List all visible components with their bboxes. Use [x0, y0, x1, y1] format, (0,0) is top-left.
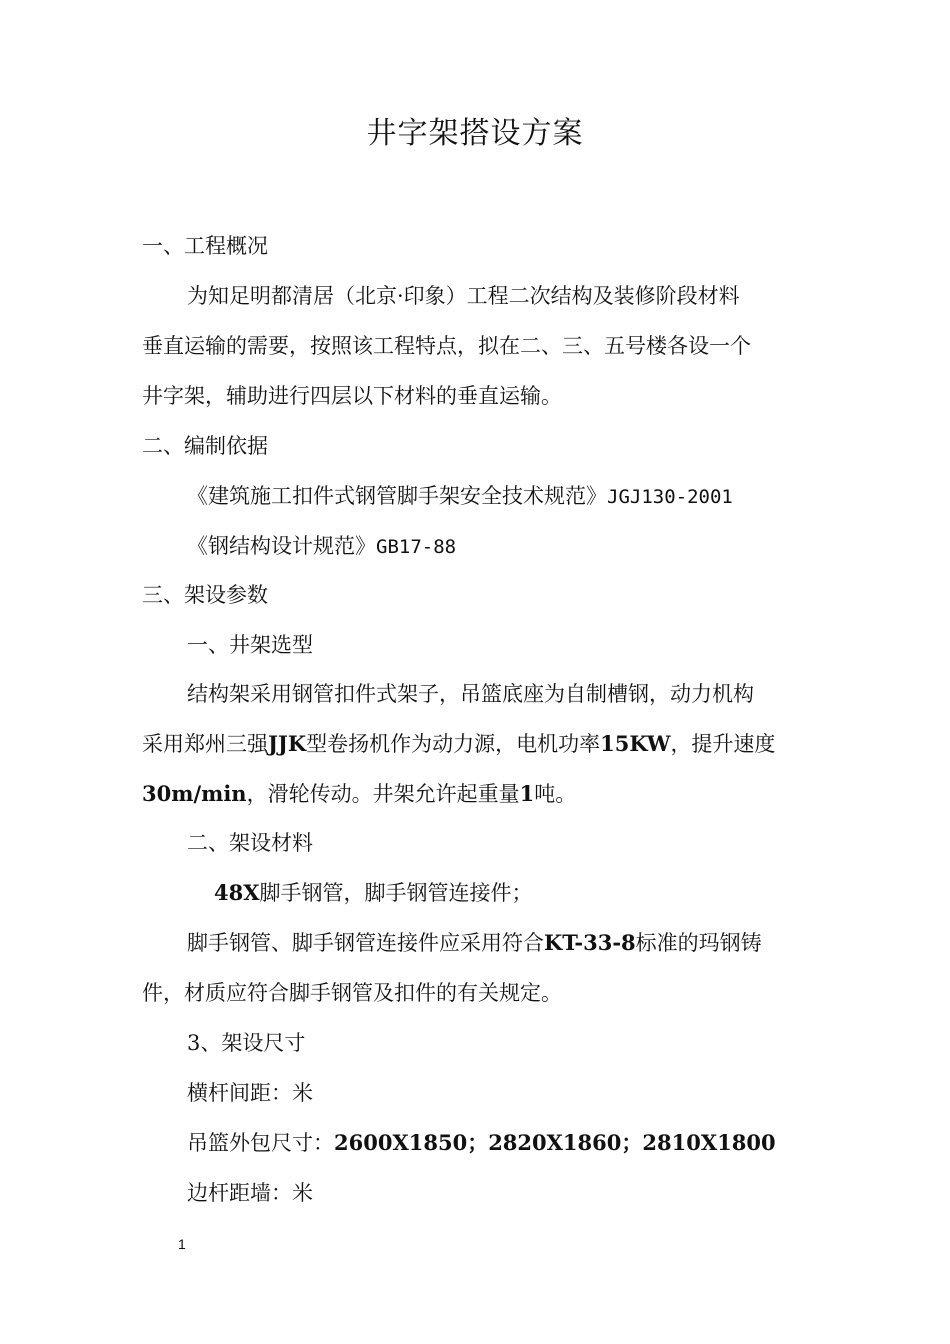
page-title: 井字架搭设方案 — [366, 116, 584, 151]
paragraph-line — [214, 878, 533, 908]
paragraph-line — [142, 779, 576, 809]
paragraph-line: 垂直运输的需要，按照该工程特点，拟在二、三、五号楼各设一个 — [142, 334, 751, 358]
text-run: 型卷扬机作为动力源，电机功率 — [306, 732, 601, 756]
text-run: 吊篮外包尺寸： — [187, 1131, 334, 1155]
paragraph-line — [187, 928, 762, 958]
section-heading-basis: 二、编制依据 — [142, 434, 268, 458]
text-run: 吨。 — [534, 782, 577, 806]
dimension-line: 横杆间距：米 — [187, 1081, 313, 1105]
page-number: 1 — [178, 1236, 186, 1252]
section-heading-overview: 一、工程概况 — [142, 234, 268, 258]
text-run: 脚手钢管，脚手钢管连接件； — [259, 881, 533, 905]
text-run: KT-33-8 — [544, 930, 636, 955]
subsection-heading: 一、井架选型 — [187, 633, 313, 657]
reference-line — [187, 481, 733, 512]
paragraph-line: 井字架，辅助进行四层以下材料的垂直运输。 — [142, 384, 562, 408]
reference-title: 《建筑施工扣件式钢管脚手架安全技术规范》 — [187, 484, 607, 508]
text-run: 30m/min — [142, 781, 247, 806]
text-run: 采用郑州三强 — [142, 732, 268, 756]
reference-code: JGJ130-2001 — [607, 486, 733, 508]
text-run: 2600X1850；2820X1860；2810X1800 — [334, 1130, 776, 1155]
dimension-line — [187, 1128, 776, 1158]
subsection-heading: 3、架设尺寸 — [187, 1031, 306, 1055]
reference-line — [187, 531, 456, 562]
reference-title: 《钢结构设计规范》 — [187, 534, 376, 558]
paragraph-line: 结构架采用钢管扣件式架子，吊篮底座为自制槽钢，动力机构 — [187, 682, 754, 706]
dimension-line: 边杆距墙：米 — [187, 1181, 313, 1205]
text-run: 1 — [519, 781, 535, 806]
text-run: ，滑轮传动。井架允许起重量 — [246, 782, 520, 806]
subsection-heading: 二、架设材料 — [187, 831, 313, 855]
text-run: 15KW — [600, 731, 671, 756]
paragraph-line — [142, 729, 775, 759]
reference-code: GB17-88 — [376, 536, 457, 558]
paragraph-line: 为知足明都清居（北京·印象）工程二次结构及装修阶段材料 — [187, 284, 740, 308]
text-run: 标准的玛钢铸 — [635, 931, 762, 955]
section-heading-parameters: 三、架设参数 — [142, 583, 268, 607]
text-run: 脚手钢管、脚手钢管连接件应采用符合 — [187, 931, 544, 955]
text-run: JJK — [268, 731, 307, 756]
paragraph-line: 件，材质应符合脚手钢管及扣件的有关规定。 — [142, 981, 562, 1005]
text-run: 48X — [214, 880, 260, 905]
text-run: ，提升速度 — [670, 732, 776, 756]
